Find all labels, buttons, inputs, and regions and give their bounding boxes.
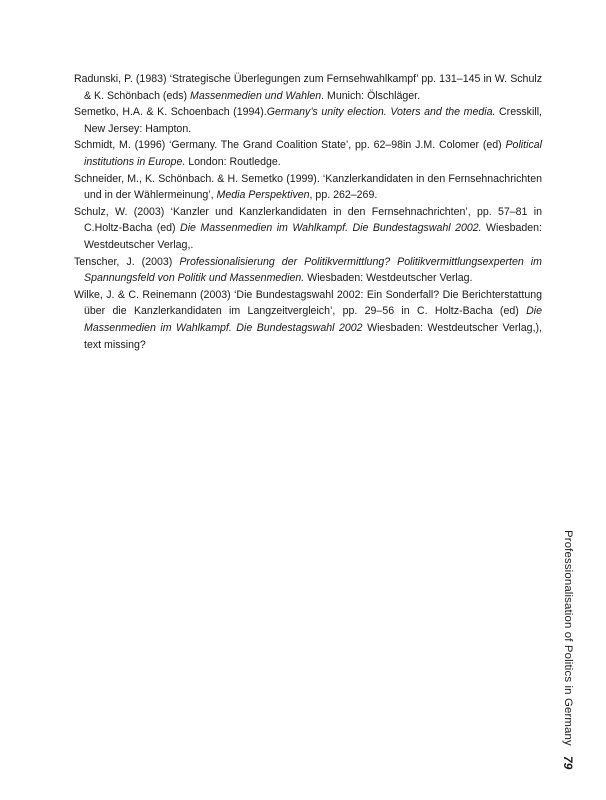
- reference-text: London: Routledge.: [185, 155, 281, 168]
- reference-title: Political institutions in Europe.: [84, 139, 542, 168]
- running-header-sidebar: [556, 530, 580, 772]
- reference-text: Tenscher, J. (2003): [74, 255, 180, 268]
- reference-entry: [74, 71, 542, 104]
- reference-entry: [74, 287, 542, 353]
- reference-title: Media Perspektiven: [216, 189, 310, 202]
- reference-title: Die Massenmedien im Wahlkampf. Die Bundestagswahl 2002: [84, 305, 542, 334]
- reference-text: , pp. 262–269.: [309, 189, 378, 202]
- reference-entry: [74, 137, 542, 170]
- reference-title: Germany’s unity election. Voters and the media.: [266, 106, 496, 119]
- reference-text: . Munich: Ölschläger.: [321, 89, 421, 102]
- running-header: [556, 530, 580, 772]
- reference-title: Massenmedien und Wahlen: [190, 89, 322, 102]
- reference-entry: [74, 171, 542, 204]
- reference-text: Wiesbaden: Westdeutscher Verlag,), text missing?: [84, 321, 542, 351]
- page-number: 79: [561, 755, 575, 770]
- reference-text: Wilke, J. & C. Reinemann (2003) ‘Die Bundestagswahl 2002: Ein Sonderfall? Die Berichterstattung über die Kanzlerkandidaten im Langzeitvergleich’, pp. 29–56 in C. Holtz-Bacha (ed): [74, 288, 542, 318]
- reference-entry: [74, 204, 542, 254]
- reference-entry: [74, 104, 542, 137]
- reference-text: Radunski, P. (1983) ‘Strategische Überlegungen zum Fernsehwahlkampf’ pp. 131–145 in W. Schulz & K. Schönbach (eds): [74, 73, 542, 102]
- reference-text: Wiesbaden: Westdeutscher Verlag.: [304, 272, 473, 285]
- reference-list: [74, 71, 542, 353]
- reference-text: Wiesbaden: Westdeutscher Verlag,.: [84, 222, 542, 251]
- reference-entry: [74, 254, 542, 287]
- reference-text: Semetko, H.A. & K. Schoenbach (1994).: [74, 106, 267, 119]
- reference-text: Schmidt, M. (1996) ‘Germany. The Grand Coalition State’, pp. 62–98in J.M. Colomer (ed): [74, 139, 506, 152]
- reference-title: Professionalisierung der Politikvermittlung? Politikvermittlungsexperten im Spannungsfeld von Politik und Massenmedien.: [84, 255, 542, 285]
- reference-text: Cresskill, New Jersey: Hampton.: [84, 106, 542, 135]
- reference-text: Schneider, M., K. Schönbach. & H. Semetko (1999). ‘Kanzlerkandidaten in den Fernsehnachrichten und in der Wählermeinung’,: [74, 172, 542, 202]
- reference-text: Schulz, W. (2003) ‘Kanzler und Kanzlerkandidaten in den Fernsehnachrichten’, pp. 57–81 in C.Holtz-Bacha (ed): [74, 205, 542, 235]
- reference-title: Die Massenmedien im Wahlkampf. Die Bundestagswahl 2002.: [180, 222, 482, 235]
- running-title: Professionalisation of Politics in Germany: [562, 530, 574, 746]
